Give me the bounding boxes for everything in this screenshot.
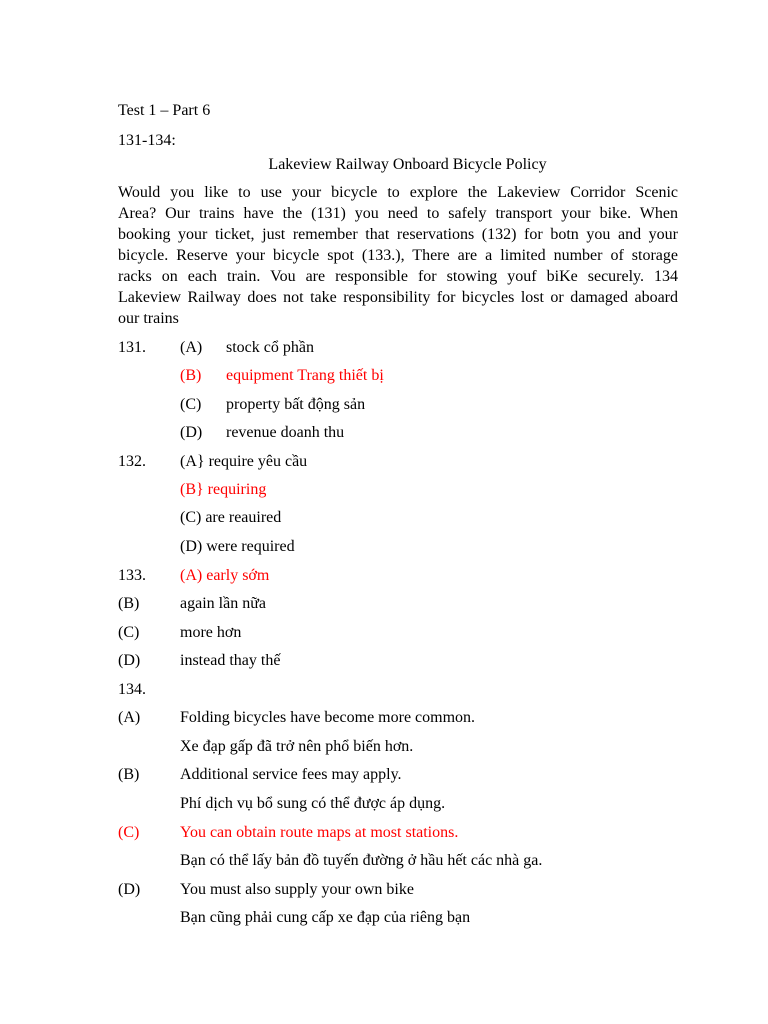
option-text: stock cổ phần [226,339,314,356]
option-letter-correct: (B) [180,367,202,384]
option-translation: Xe đạp gấp đã trở nên phổ biến hơn. [180,738,414,755]
passage-line: booking your ticket, just remember that reservations (132) for botn you and your [118,226,678,243]
question-number-132: 132. [118,453,146,470]
option-text-correct: You can obtain route maps at most stations. [180,824,459,841]
option-translation: Bạn cũng phải cung cấp xe đạp của riêng bạn [180,909,471,926]
option-letter: (C) [118,624,140,641]
passage-line: Would you like to use your bicycle to explore the Lakeview Corridor Scenic [118,184,678,201]
option-letter: (D) [118,652,141,669]
option-text: revenue doanh thu [226,424,345,441]
option-letter: (A) [180,339,203,356]
option-text: You must also supply your own bike [180,881,414,898]
option-text: more hơn [180,624,242,641]
option-text: (D) were required [180,538,295,555]
option-text: property bất động sản [226,396,366,413]
option-letter: (B) [118,766,140,783]
option-letter: (D) [118,881,141,898]
passage-line: bicycle. Reserve your bicycle spot (133.), There are a limited number of storage [118,247,678,264]
option-text: Additional service fees may apply. [180,766,402,783]
option-translation: Bạn có thể lấy bản đồ tuyến đường ở hầu hết các nhà ga. [180,852,543,869]
passage-line: Lakeview Railway does not take responsibility for bicycles lost or damaged aboard [118,289,678,306]
option-letter: (C) [180,396,202,413]
option-translation: Phí dịch vụ bổ sung có thể được áp dụng. [180,795,446,812]
passage-text [118,182,678,329]
option-text: again lần nữa [180,595,266,612]
question-number-134: 134. [118,681,146,698]
passage-line: racks on each train. Vou are responsible for stowing youf biKe securely. 134 [118,268,678,285]
question-range: 131-134: [118,132,176,149]
option-letter: (A) [118,709,141,726]
option-text: (A} require yêu cầu [180,453,308,470]
option-text: Folding bicycles have become more common. [180,709,476,726]
question-number-133: 133. [118,567,146,584]
option-letter: (B) [118,595,140,612]
option-text-correct: (A) early sớm [180,567,270,584]
option-text-correct: (B} requiring [180,481,267,498]
option-text: instead thay thế [180,652,281,669]
passage-line: our trains [118,310,179,327]
option-letter: (D) [180,424,203,441]
test-label: Test 1 – Part 6 [118,102,211,119]
option-letter-correct: (C) [118,824,140,841]
passage-line: Area? Our trains have the (131) you need to safely transport your bike. When [118,205,678,222]
option-text-correct: equipment Trang thiết bị [226,367,384,384]
passage-title: Lakeview Railway Onboard Bicycle Policy [268,156,547,173]
option-text: (C) are reauired [180,509,282,526]
question-number-131: 131. [118,339,146,356]
